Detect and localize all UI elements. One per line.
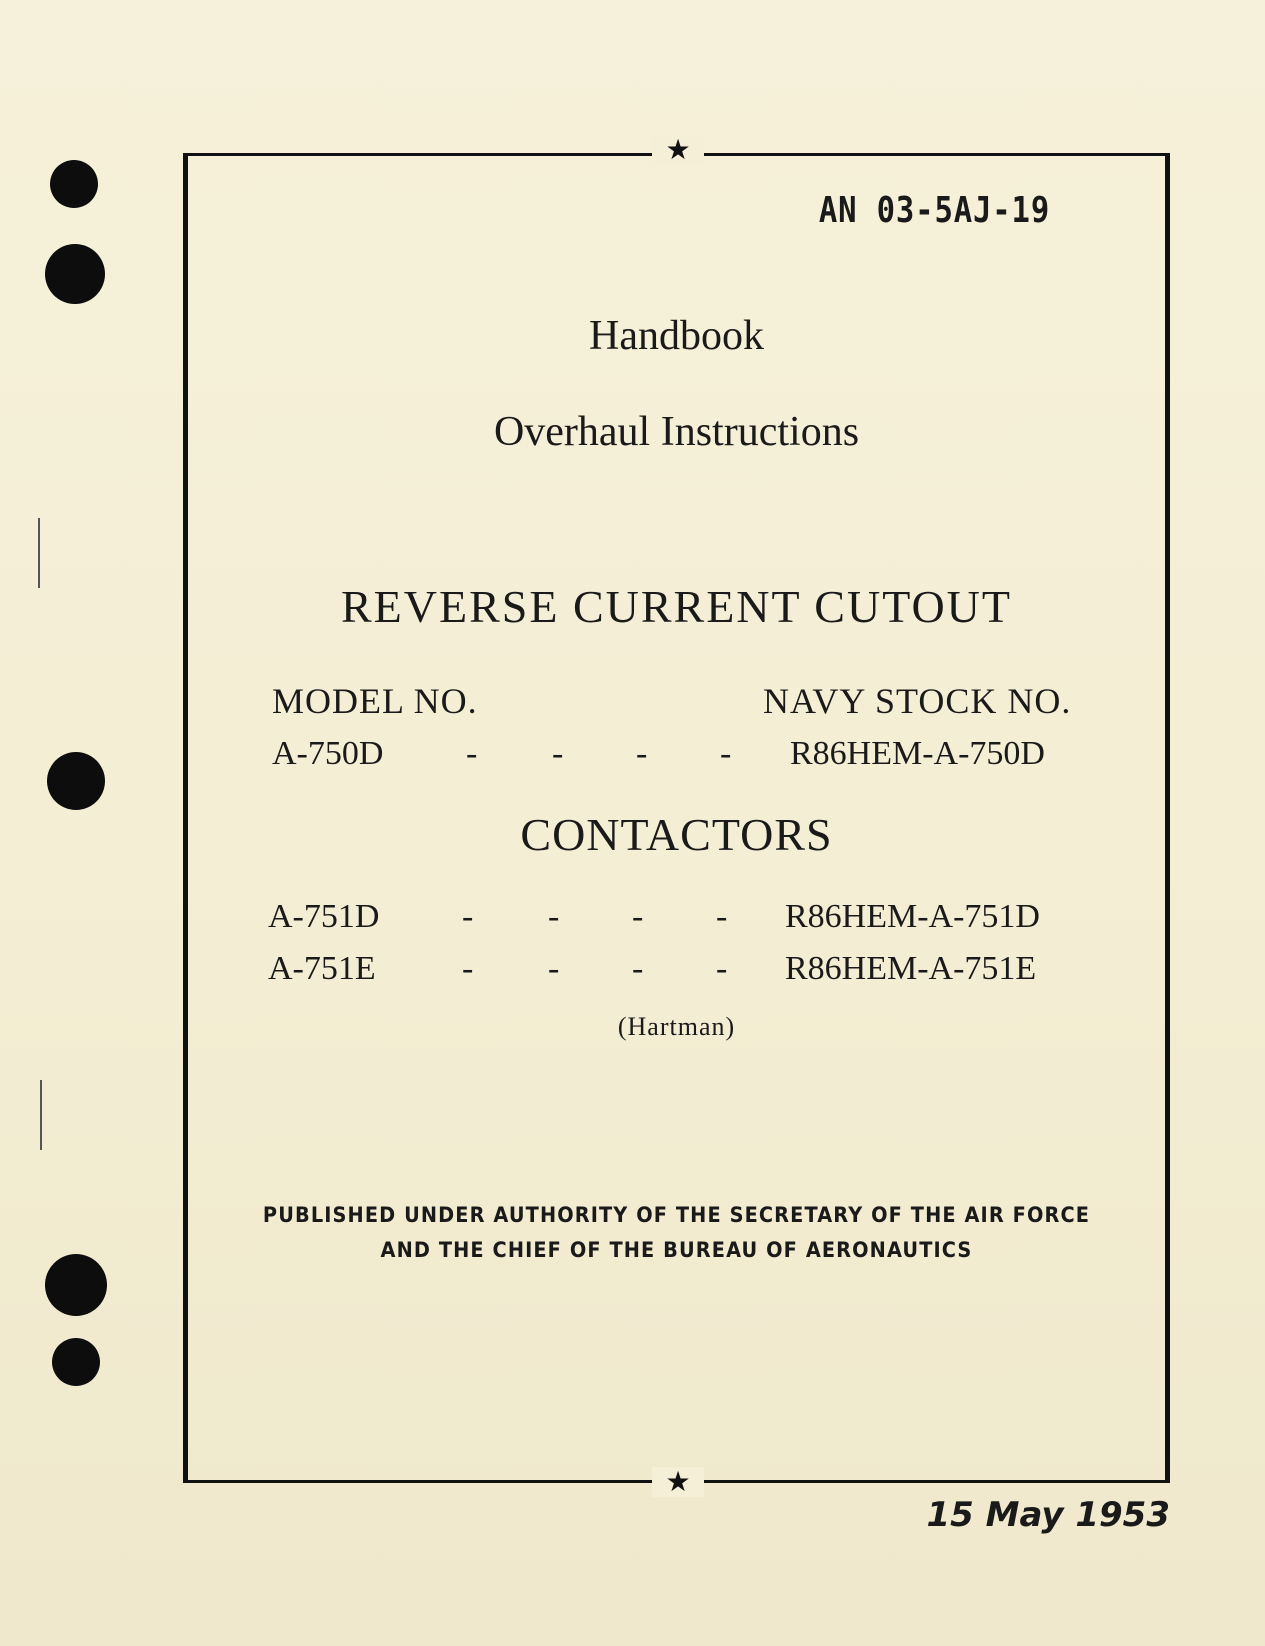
model-number: A-751E (268, 950, 376, 987)
leader-dash: - (548, 898, 560, 935)
handbook-title: Handbook (589, 313, 764, 359)
stock-number: R86HEM-A-750D (790, 735, 1045, 772)
punch-hole (45, 244, 105, 304)
model-number: A-751D (268, 898, 380, 935)
stock-number: R86HEM-A-751D (785, 898, 1040, 935)
leader-dash: - (716, 950, 728, 987)
leader-dash: - (548, 950, 560, 987)
stock-column-header: NAVY STOCK NO. (763, 681, 1072, 721)
leader-dash: - (552, 735, 564, 772)
star-ornament-bottom: ★ (652, 1467, 704, 1497)
authority-line-2: AND THE CHIEF OF THE BUREAU OF AERONAUTICS (380, 1238, 973, 1262)
manufacturer-note: (Hartman) (617, 1012, 736, 1041)
star-ornament-top: ★ (652, 135, 704, 165)
publication-date: 15 May 1953 (926, 1495, 1170, 1535)
punch-hole (47, 752, 105, 810)
leader-dash: - (462, 950, 474, 987)
punch-hole (45, 1254, 107, 1316)
punch-hole (52, 1338, 100, 1386)
leader-dash: - (632, 950, 644, 987)
leader-dash: - (636, 735, 648, 772)
punch-hole (50, 160, 98, 208)
leader-dash: - (716, 898, 728, 935)
document-number: AN 03-5AJ-19 (818, 190, 1050, 231)
margin-mark (38, 518, 40, 588)
margin-mark (40, 1080, 42, 1150)
section-title: CONTACTORS (520, 809, 833, 860)
leader-dash: - (720, 735, 732, 772)
overhaul-subtitle: Overhaul Instructions (493, 409, 860, 455)
model-number: A-750D (272, 735, 384, 772)
leader-dash: - (632, 898, 644, 935)
main-title: REVERSE CURRENT CUTOUT (340, 581, 1013, 632)
leader-dash: - (466, 735, 478, 772)
leader-dash: - (462, 898, 474, 935)
stock-number: R86HEM-A-751E (785, 950, 1037, 987)
model-column-header: MODEL NO. (272, 681, 478, 721)
authority-line-1: PUBLISHED UNDER AUTHORITY OF THE SECRETARY OF THE AIR FORCE (262, 1203, 1091, 1227)
